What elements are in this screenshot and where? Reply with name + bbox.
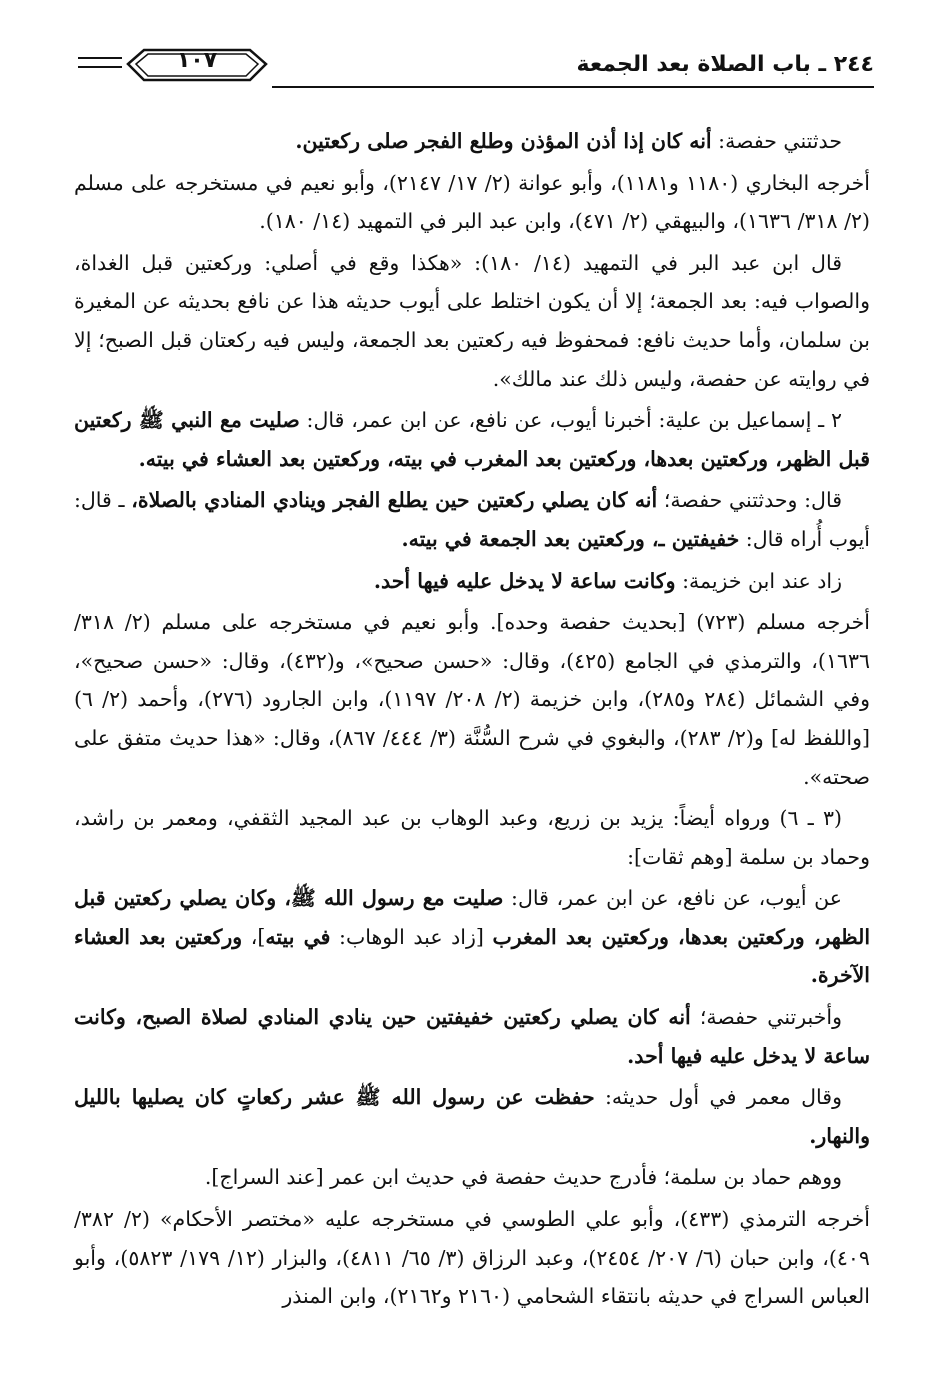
paragraph-text: قال: وحدثتني حفصة؛ xyxy=(657,488,842,513)
hadith-text: في بيته xyxy=(265,924,331,949)
hadith-text: خفيفتين ـ، وركعتين بعد الجمعة في بيته. xyxy=(401,526,740,551)
page-number-frame xyxy=(122,44,272,84)
page-body xyxy=(74,122,870,1319)
hadith-text: حفظت عن رسول الله ﷺ عشر ركعاتٍ كان يصليها بالليل والنهار. xyxy=(74,1085,870,1148)
header-rule-left-bottom xyxy=(78,66,122,68)
paragraph xyxy=(74,1158,870,1197)
paragraph xyxy=(74,799,870,876)
paragraph-text: ٢ ـ إسماعيل بن علية: أخبرنا أيوب، عن نافع، عن ابن عمر، قال: xyxy=(299,408,842,433)
paragraph xyxy=(74,122,870,161)
header-rule-left-top xyxy=(78,57,122,59)
paragraph xyxy=(74,879,870,995)
paragraph-text: (٣ ـ ٦) ورواه أيضاً: يزيد بن زريع، وعبد الوهاب بن عبد المجيد الثقفي، ومعمر بن راشد، وحماد بن سلمة [وهم ثقات]: xyxy=(74,806,870,869)
page-number: ١٠٧ xyxy=(176,48,218,73)
paragraph-text: [زاد عبد الوهاب: xyxy=(330,924,493,949)
paragraph-text: قال ابن عبد البر في التمهيد (١٤/ ١٨٠): «هكذا وقع في أصلي: وركعتين قبل الغداة، والصواب فيه: بعد الجمعة؛ إلا أن يكون اختلط على أيوب حديثه هذا عن نافع بحديثه عن المغيرة بن سلمان، وأما حديث نافع: فمحفوظ فيه ركعتين بعد الجمعة، وليس فيه ركعتان قبل الصبح؛ إلا في روايته عن حفصة، وليس ذلك عند مالك». xyxy=(74,250,870,391)
paragraph xyxy=(74,1200,870,1316)
paragraph-text: أخرجه مسلم (٧٢٣) [بحديث حفصة وحده]. وأبو نعيم في مستخرجه على مسلم (٢/ ٣١٨/ ١٦٣٦)، والترمذي في الجامع (٤٢٥)، وقال: «حسن صحيح»، و(٤٣٢)، وقال: «حسن صحيح»، وفي الشمائل (٢٨٤ و٢٨٥)، وابن خزيمة (٢/ ٢٠٨/ ١١٩٧)، وابن الجارود (٢٧٦)، وأحمد (٢/ ٦) [واللفظ له] و(٢/ ٢٨٣)، والبغوي في شرح السُّنَّة (٣/ ٤٤٤/ ٨٦٧)، وقال: «هذا حديث متفق على صحته». xyxy=(74,610,870,789)
paragraph-text: وأخبرتني حفصة؛ xyxy=(690,1005,842,1030)
paragraph xyxy=(74,562,870,601)
hadith-text: صليت مع رسول الله ﷺ، وكان يصلي ركعتين قبل الظهر، وركعتين بعدها، وركعتين بعد المغرب xyxy=(74,886,871,949)
hadith-text: أنه كان يصلي ركعتين حين يطلع الفجر وينادي المنادي بالصلاة، xyxy=(131,488,658,513)
hadith-text: وكانت ساعة لا يدخل عليه فيها أحد. xyxy=(373,568,676,593)
running-title: ٢٤٤ ـ باب الصلاة بعد الجمعة xyxy=(576,52,874,77)
paragraph-text: أخرجه الترمذي (٤٣٣)، وأبو علي الطوسي في مستخرجه عليه «مختصر الأحكام» (٢/ ٣٨٢/ ٤٠٩)، وابن حبان (٦/ ٢٠٧/ ٢٤٥٤)، وعبد الرزاق (٣/ ٦٥/ ٤٨١١)، والبزار (١٢/ ١٧٩/ ٥٨٢٣)، وأبو العباس السراج في حديثه بانتقاء الشحامي (٢١٦٠ و٢١٦٢)، وابن المنذر xyxy=(74,1207,870,1309)
paragraph-text: أخرجه البخاري (١١٨٠ و١١٨١)، وأبو عوانة (٢/ ١٧/ ٢١٤٧)، وأبو نعيم في مستخرجه على مسلم (٢/ ٣١٨/ ١٦٣٦)، والبيهقي (٢/ ٤٧١)، وابن عبد البر في التمهيد (١٤/ ١٨٠). xyxy=(74,170,870,234)
header-rule xyxy=(272,86,874,88)
hadith-text: أنه كان يصلي ركعتين خفيفتين حين ينادي المنادي لصلاة الصبح، وكانت ساعة لا يدخل عليه فيها أحد. xyxy=(74,1005,870,1068)
paragraph xyxy=(74,1078,870,1155)
hadith-text: وركعتين بعد العشاء الآخرة. xyxy=(74,924,870,988)
paragraph xyxy=(74,481,870,558)
paragraph-text: ـ قال: أيوب أُراه قال: xyxy=(74,488,870,551)
paragraph-text: عن أيوب، عن نافع، عن ابن عمر، قال: xyxy=(503,886,842,911)
paragraph xyxy=(74,998,870,1075)
paragraph-text: ]، xyxy=(242,924,266,949)
paragraph-text: ووهم حماد بن سلمة؛ فأدرج حديث حفصة في حديث ابن عمر [عند السراج]. xyxy=(204,1165,842,1190)
paragraph xyxy=(74,401,870,478)
paragraph xyxy=(74,164,870,241)
hadith-text: صليت مع النبي ﷺ ركعتين قبل الظهر، وركعتين بعدها، وركعتين بعد المغرب في بيته، وركعتين بعد العشاء في بيته. xyxy=(74,408,870,471)
paragraph-text: زاد عند ابن خزيمة: xyxy=(675,568,842,593)
page-header xyxy=(78,44,874,96)
paragraph xyxy=(74,244,870,398)
paragraph xyxy=(74,603,870,796)
hadith-text: أنه كان إذا أذن المؤذن وطلع الفجر صلى ركعتين. xyxy=(295,129,712,153)
paragraph-text: وقال معمر في أول حديثه: xyxy=(594,1085,842,1110)
paragraph-text: حدثتني حفصة: xyxy=(711,129,842,153)
